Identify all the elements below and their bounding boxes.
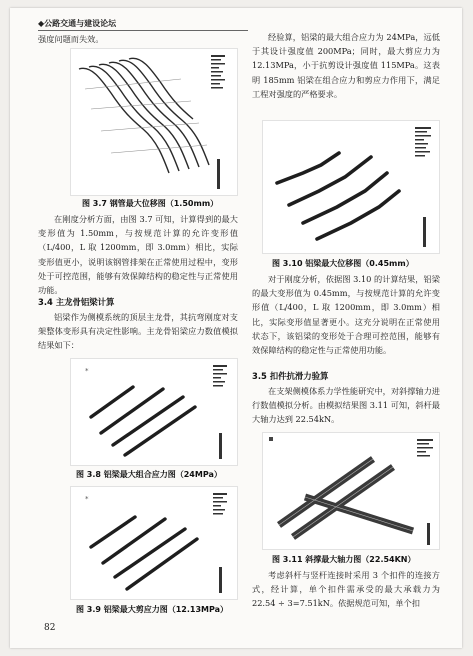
header-rule — [38, 30, 248, 31]
beam-stiffness-paragraph: 对于刚度分析，依据图 3.10 的计算结果，铝梁的最大变形值为 0.45mm，与按规范计算的允许变形值（L/400，L 取 1200mm，即 3.0mm）相比，实际变形值显著更小。这充分说明在正常使用状态下，该铝梁的变形处于合理可控范围，能够有效保障结构的稳定性与正常使用功能。 — [252, 274, 440, 356]
figure-3-11-brace-axial-force — [262, 432, 440, 550]
figure-3-11-drawing — [263, 433, 439, 549]
figure-3-7-steel-tube-displacement — [70, 48, 238, 196]
figure-3-8-combined-stress — [70, 358, 238, 466]
journal-header: ◆公路交通与建设论坛 — [38, 19, 117, 28]
figure-3-7-caption: 图 3.7 钢管最大位移图（1.50mm） — [82, 199, 219, 208]
intro-text: 强度问题而失效。 — [38, 34, 104, 44]
paper-page — [10, 8, 462, 648]
aluminum-beam-intro-paragraph: 铝梁作为侧模系统的顶层主龙骨，其抗弯刚度对支架整体变形具有决定性影响。主龙骨铝梁应力数值模拟结果如下： — [38, 312, 238, 351]
svg-text:*: * — [85, 495, 89, 503]
svg-text:*: * — [85, 367, 89, 375]
brace-axial-force-paragraph: 在支架侧模体系力学性能研究中，对斜撑轴力进行数值模拟分析。由模拟结果图 3.11 可知，斜杆最大轴力达到 22.54kN。 — [252, 386, 440, 425]
figure-3-7-drawing — [71, 49, 237, 195]
fastener-check-paragraph: 考虑斜杆与竖杆连接时采用 3 个扣件的连接方式，经计算，单个扣件需承受的最大承载力为 22.54 ÷ 3=7.51kN。依据规范可知，单个扣 — [252, 570, 440, 609]
figure-3-8-drawing — [71, 359, 237, 465]
strength-check-paragraph: 经验算，铝梁的最大组合应力为 24MPa，远低于其设计强度值 200MPa；同时，最大剪应力为 12.13MPa，小于抗剪设计强度值 115MPa。这表明 185mm 铝梁在组合应力和剪应力作用下，满足工程对强度的严格要求。 — [252, 32, 440, 99]
figure-3-10-drawing — [263, 121, 439, 253]
figure-3-10-beam-displacement — [262, 120, 440, 254]
figure-3-8-caption: 图 3.8 铝梁最大组合应力图（24MPa） — [76, 470, 222, 479]
section-3-5-heading: 3.5 扣件抗滑力验算 — [252, 371, 329, 381]
figure-3-11-caption: 图 3.11 斜撑最大轴力图（22.54KN） — [272, 555, 416, 564]
page-number: 82 — [44, 623, 56, 633]
section-3-4-heading: 3.4 主龙骨铝梁计算 — [38, 297, 115, 307]
figure-3-9-shear-stress — [70, 486, 238, 600]
figure-3-10-caption: 图 3.10 铝梁最大位移图（0.45mm） — [272, 259, 414, 268]
figure-3-9-caption: 图 3.9 铝梁最大剪应力图（12.13MPa） — [76, 605, 229, 614]
figure-3-9-drawing — [71, 487, 237, 599]
stiffness-paragraph-steel: 在刚度分析方面，由图 3.7 可知，计算得到的最大变形值为 1.50mm，与按规范计算的允许变形值（L/400，L 取 1200mm，即 3.0mm）相比，实际变形值更小，说明该钢管排架在正常使用过程中，变形处于可控范围，能够有效保障结构的稳定性与正常使用功能。 — [38, 214, 238, 296]
